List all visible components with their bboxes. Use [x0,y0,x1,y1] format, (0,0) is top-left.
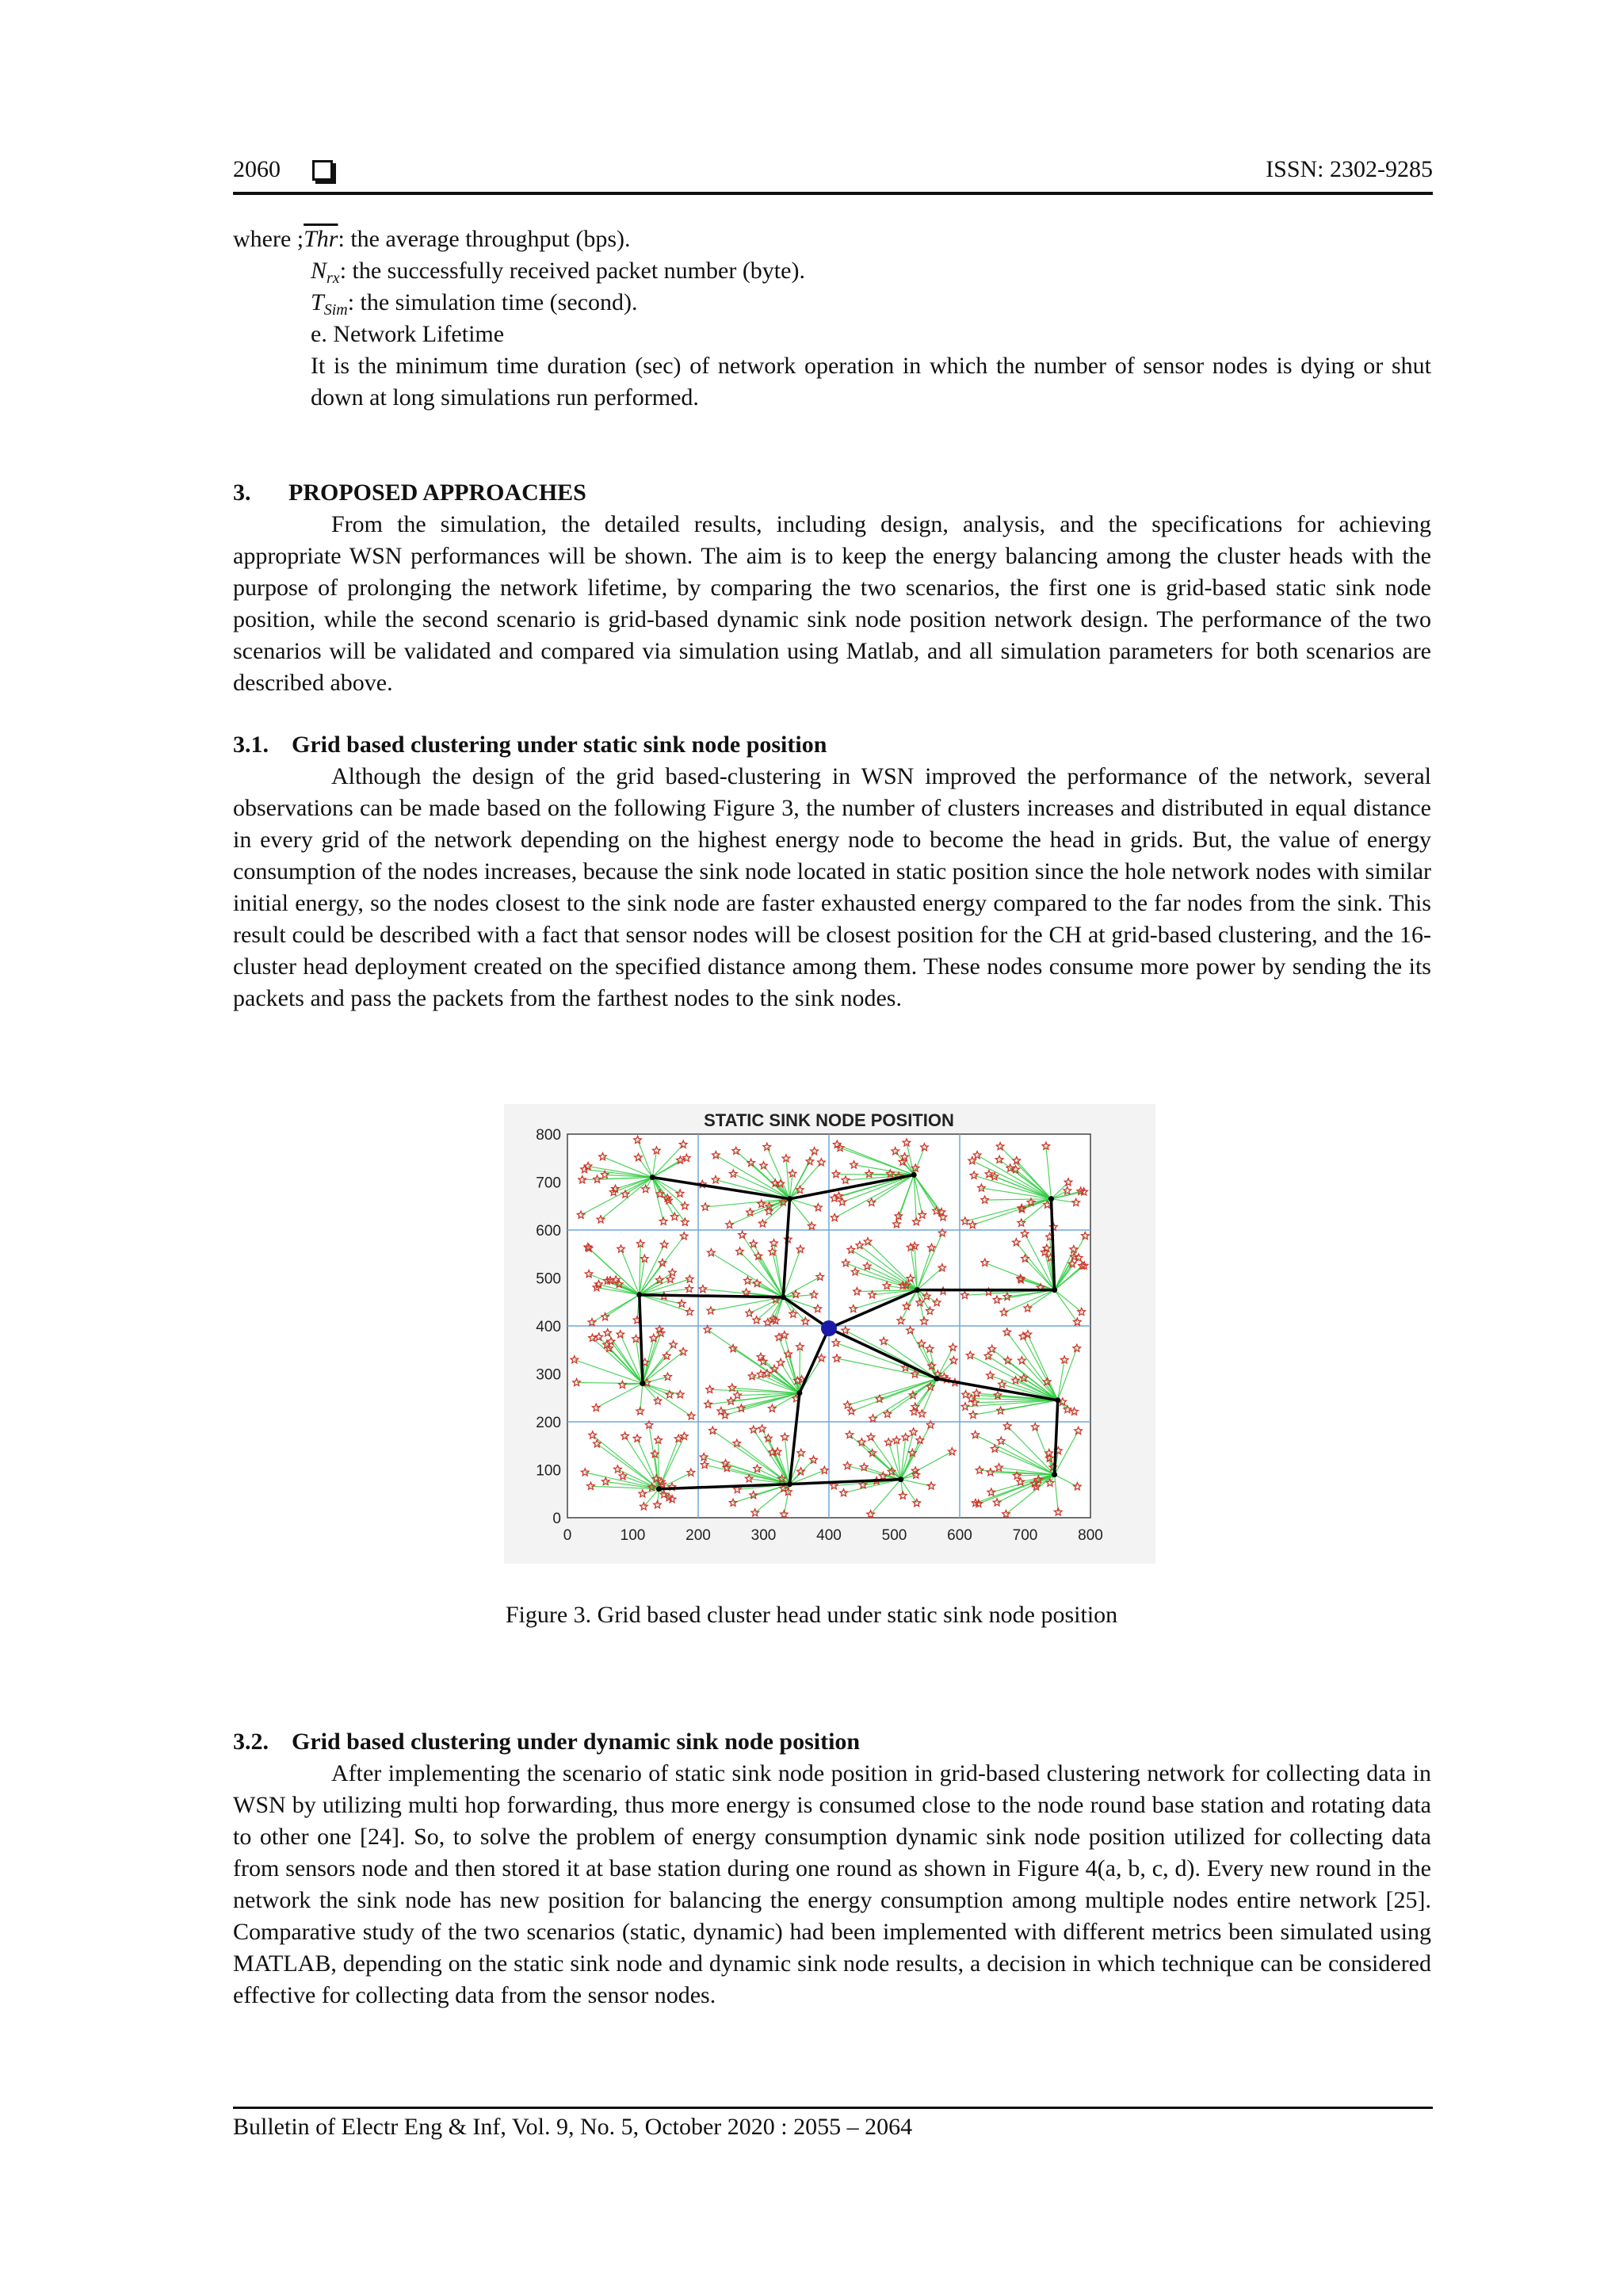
x-tick-label: 500 [881,1527,907,1544]
x-tick-label: 700 [1012,1527,1038,1544]
x-tick-label: 300 [750,1527,777,1544]
cluster-head [636,1292,642,1297]
def-simulation-time: $T_{Sim}$: the simulation time (second). [311,289,638,319]
cluster-head [1052,1287,1057,1293]
section-3-1-paragraph: Although the design of the grid based-clustering in WSN improved the performance of the network, several observations can be made based on the following Figure 3, the number of clusters increases and distributed in equal distance in every grid of the network depending on the highest energy node to become the head in grids. But, the value of energy consumption of the nodes increases, because the sink node located in static position since the hole network nodes with similar initial energy, so the nodes closest to the sink node are faster exhausted energy compared to the far nodes from the sink. This result could be described with a fact that sensor nodes will be closest position for the CH at grid-based clustering, and the 16-cluster head deployment created on the specified distance among them. These nodes consume more power by sending the its packets and pass the packets from the farthest nodes to the sink nodes. [233,763,1431,1011]
cluster-head [1055,1397,1060,1403]
y-tick-label: 800 [536,1127,561,1144]
section-3-heading: 3. PROPOSED APPROACHES [233,479,586,506]
static-sink-chart [504,1104,1155,1564]
cluster-head [650,1175,655,1180]
section-3-2-paragraph: After implementing the scenario of static sink node position in grid-based clustering network for collecting data in WSN by utilizing multi hop forwarding, thus more energy is consumed close to the node round base station and rotating data to other one [24]. So, to solve the problem of energy consumption dynamic sink node position utilized for collecting data from sensors node and then stored it at base station during one round as shown in Figure 4(a, b, c, d). Every new round in the network the sink node has new position for balancing the energy consumption among multiple nodes entire network [25]. Comparative study of the two scenarios (static, dynamic) had been implemented with different metrics been simulated using MATLAB, depending on the static sink node and dynamic sink node results, a decision in which technique can be considered effective for collecting data from the sensor nodes. [233,1760,1431,2008]
section-3-2-heading: 3.2. Grid based clustering under dynamic sink node position [233,1729,861,1755]
cluster-head [898,1477,903,1482]
footer-rule [233,2107,1433,2109]
section-3-paragraph: From the simulation, the detailed results, including design, analysis, and the specifications for achieving appropriate WSN performances will be shown. The aim is to keep the energy balancing among the cluster heads with the purpose of prolonging the network lifetime, by comparing the two scenarios, the first one is grid-based static sink node position, while the second scenario is grid-based dynamic sink node position network design. The performance of the two scenarios will be validated and compared via simulation using Matlab, and all simulation parameters for both scenarios are described above. [233,511,1431,696]
cluster-head [1052,1472,1057,1477]
x-tick-label: 400 [816,1527,842,1544]
running-header-left [233,155,333,184]
cluster-head [1048,1196,1054,1201]
figure-3 [504,1104,1155,1564]
header-rule [233,192,1433,195]
cluster-head [911,1172,917,1178]
x-tick-label: 800 [1078,1527,1103,1544]
item-network-lifetime: e. Network Lifetime [311,321,505,347]
cluster-head [640,1381,645,1386]
y-tick-label: 200 [536,1415,561,1431]
y-tick-label: 500 [536,1270,561,1288]
lifetime-definition: It is the minimum time duration (sec) of network operation in which the number of sensor nodes is dying or shut down at long simulations run performed. [311,353,1431,411]
y-axis-ticks [536,1127,561,1527]
y-tick-label: 600 [536,1223,561,1240]
y-tick-label: 400 [536,1319,561,1335]
cluster-head [787,1481,792,1487]
x-tick-label: 600 [947,1527,972,1544]
issn: ISSN: 2302-9285 [1266,156,1433,182]
footer-citation: Bulletin of Electr Eng & Inf, Vol. 9, No. 5, October 2020 : 2055 – 2064 [233,2114,913,2140]
x-tick-label: 100 [620,1527,646,1544]
x-axis-ticks [563,1527,1103,1544]
x-tick-label: 200 [685,1527,711,1544]
cluster-head [781,1294,786,1300]
checkbox-square-icon [312,160,333,181]
chart-title: STATIC SINK NODE POSITION [704,1110,954,1130]
sink-node [821,1320,837,1336]
y-tick-label: 300 [536,1366,561,1384]
page-number: 2060 [233,156,281,182]
cluster-head [934,1376,940,1381]
def-throughput: where $;\overline{Thr}$: the average throughput (bps). [233,226,631,252]
cluster-head [656,1486,662,1492]
section-3-1-heading: 3.1. Grid based clustering under static sink node position [233,732,827,758]
cluster-head [796,1390,802,1396]
def-received-packets: $N_{rx}$: the successfully received packet number (byte). [311,258,805,287]
tsim-symbol: $T_{Sim}$ [311,289,348,319]
x-tick-label: 0 [563,1527,572,1544]
y-tick-label: 100 [536,1462,561,1480]
y-tick-label: 0 [552,1511,561,1527]
nrx-symbol: $N_{rx}$ [311,258,340,287]
sink-node-marker [821,1320,837,1336]
cluster-head [915,1287,920,1293]
figure-3-caption: Figure 3. Grid based cluster head under static sink node position [505,1602,1118,1628]
thr-symbol: $\overline{Thr}$ [304,226,338,252]
y-tick-label: 700 [536,1175,561,1192]
cluster-head [787,1196,792,1201]
